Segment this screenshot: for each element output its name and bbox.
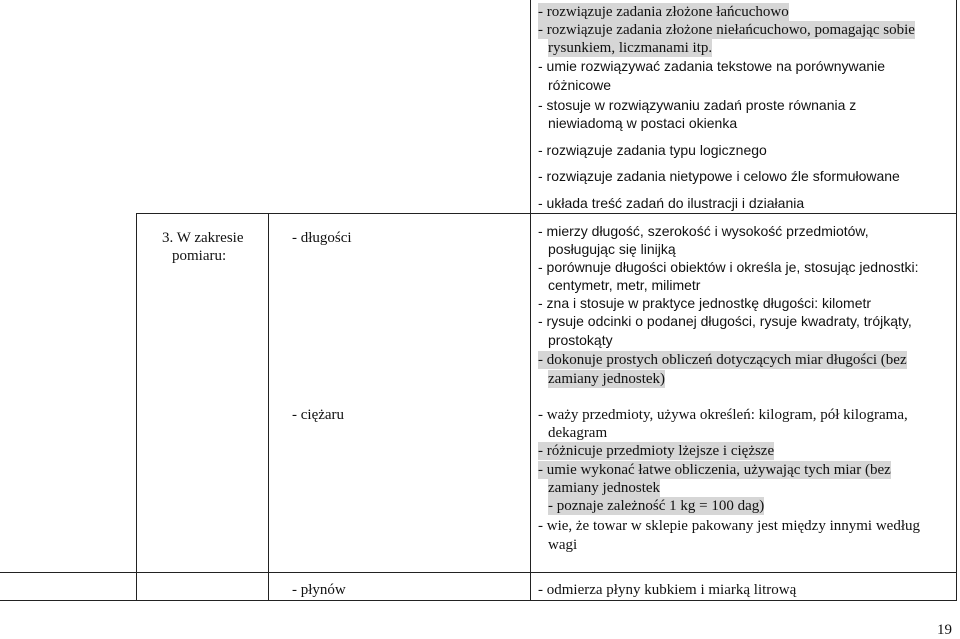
skill-line: - rozwiązuje zadania typu logicznego [538, 142, 767, 158]
skill-line: centymetr, metr, milimetr [548, 277, 701, 293]
subject-plynow: - płynów [292, 582, 346, 598]
skill-line: - odmierza płyny kubkiem i miarką litrową [538, 582, 797, 598]
subject-dlugosci: - długości [292, 230, 352, 246]
table-border-bottom [0, 600, 957, 601]
skill-line: - wie, że towar w sklepie pakowany jest między innymi według [538, 518, 920, 534]
row-divider-plynow [0, 572, 957, 573]
skill-line: zamiany jednostek) [548, 371, 666, 387]
table-border-col-2 [530, 0, 531, 601]
skill-line: - waży przedmioty, używa określeń: kilogram, pół kilograma, [538, 407, 908, 423]
skill-line: - różnicuje przedmioty lżejsze i cięższe [538, 443, 775, 459]
skill-line: - porównuje długości obiektów i określa je, stosując jednostki: [538, 259, 919, 275]
skill-line: posługując się linijką [548, 241, 676, 257]
skill-line: - rozwiązuje zadania nietypowe i celowo źle sformułowane [538, 168, 900, 184]
section-3-label: pomiaru: [172, 248, 227, 264]
subject-ciezaru: - ciężaru [292, 407, 345, 423]
skill-line: - zna i stosuje w praktyce jednostkę długości: kilometr [538, 295, 872, 311]
skill-line: - stosuje w rozwiązywaniu zadań proste równania z [538, 97, 857, 113]
skill-line: - dokonuje prostych obliczeń dotyczących miar długości (bez [538, 352, 907, 368]
page-number: 19 [937, 622, 952, 638]
skill-line: niewiadomą w postaci okienka [548, 115, 738, 131]
skill-line: - mierzy długość, szerokość i wysokość przedmiotów, [538, 223, 869, 239]
skill-line: rysunkiem, liczmanami itp. [548, 40, 713, 56]
skill-line: - rozwiązuje zadania złożone łańcuchowo [538, 4, 789, 20]
skill-line: różnicowe [548, 77, 612, 93]
skill-line: - rysuje odcinki o podanej długości, rysuje kwadraty, trójkąty, [538, 313, 912, 329]
skill-line: - układa treść zadań do ilustracji i działania [538, 195, 805, 211]
skill-line: - rozwiązuje zadania złożone niełańcuchowo, pomagając sobie [538, 22, 915, 38]
skill-line: zamiany jednostek [548, 480, 661, 496]
row-divider-section-3 [136, 213, 957, 214]
skill-line: - umie wykonać łatwe obliczenia, używając tych miar (bez [538, 462, 891, 478]
table-border-col-1 [268, 213, 269, 601]
skill-line: dekagram [548, 425, 608, 441]
table-border-left [136, 213, 137, 601]
skill-line: - umie rozwiązywać zadania tekstowe na porównywanie [538, 58, 886, 74]
table-border-right [956, 0, 957, 601]
skill-line: prostokąty [548, 332, 613, 348]
skill-line: wagi [548, 537, 578, 553]
section-3-label: 3. W zakresie [162, 230, 244, 246]
skill-line: - poznaje zależność 1 kg = 100 dag) [548, 498, 765, 514]
